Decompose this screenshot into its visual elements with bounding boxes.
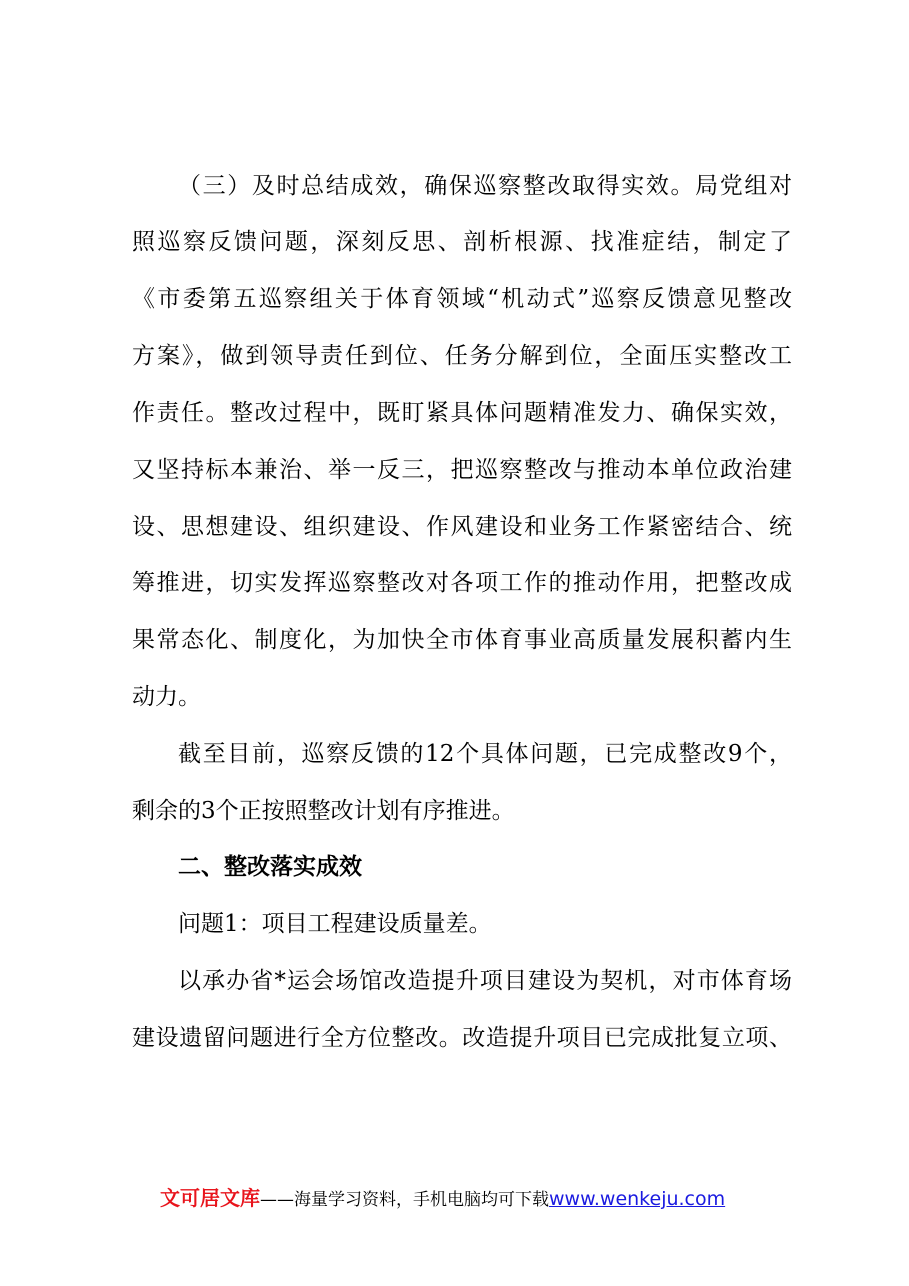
section-heading: 二、整改落实成效 — [178, 854, 362, 880]
paragraph-1-line-5: 作责任。整改过程中，既盯紧具体问题精准发力、确保实效， — [132, 400, 792, 426]
paragraph-3-line-2: 建设遗留问题进行全方位整改。改造提升项目已完成批复立项、 — [132, 1025, 792, 1051]
footer-url-link[interactable]: www.wenkeju.com — [549, 1188, 726, 1210]
paragraph-2-line-2: 剩余的3个正按照整改计划有序推进。 — [132, 798, 515, 824]
paragraph-1-line-4: 方案》，做到领导责任到位、任务分解到位，全面压实整改工 — [132, 343, 792, 369]
paragraph-1-line-10: 动力。 — [132, 684, 201, 710]
paragraph-1-line-1: （三）及时总结成效，确保巡察整改取得实效。局党组对 — [178, 173, 792, 199]
paragraph-2-line-1: 截至目前，巡察反馈的12个具体问题，已完成整改9个， — [178, 741, 792, 767]
footer-banner — [160, 1183, 725, 1213]
paragraph-1-line-2: 照巡察反馈问题，深刻反思、剖析根源、找准症结，制定了 — [132, 229, 792, 255]
footer-brand: 文可居文库 — [160, 1186, 260, 1210]
paragraph-1-line-7: 设、思想建设、组织建设、作风建设和业务工作紧密结合、统 — [132, 514, 792, 540]
problem-1-title: 问题1：项目工程建设质量差。 — [178, 911, 492, 937]
footer-slogan: ——海量学习资料，手机电脑均可下载 — [260, 1190, 549, 1210]
paragraph-1-line-8: 筹推进，切实发挥巡察整改对各项工作的推动作用，把整改成 — [132, 570, 792, 596]
paragraph-1-line-6: 又坚持标本兼治、举一反三，把巡察整改与推动本单位政治建 — [132, 457, 792, 483]
paragraph-1-line-9: 果常态化、制度化，为加快全市体育事业高质量发展积蓄内生 — [132, 627, 792, 653]
paragraph-1-line-3: 《市委第五巡察组关于体育领域“机动式”巡察反馈意见整改 — [132, 286, 792, 312]
paragraph-3-line-1: 以承办省*运会场馆改造提升项目建设为契机，对市体育场 — [178, 968, 792, 994]
